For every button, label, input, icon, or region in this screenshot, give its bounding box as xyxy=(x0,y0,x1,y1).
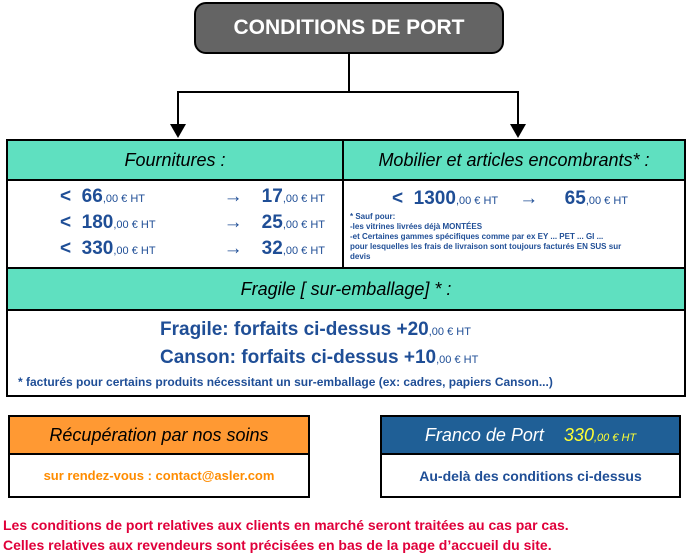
recuperation-body xyxy=(8,455,310,498)
mobilier-notes xyxy=(350,212,680,262)
shipping-cost-value: 17 xyxy=(261,186,283,207)
shipping-cost-value: 32 xyxy=(261,238,283,259)
shipping-cost-decimals: ,00 € HT xyxy=(282,219,325,231)
fournitures-price-row xyxy=(60,186,325,208)
franco-body xyxy=(380,455,681,498)
mobilier-prices xyxy=(344,181,684,269)
threshold-decimals: ,00 € HT xyxy=(455,195,499,207)
arrow-down-right-icon xyxy=(510,124,526,140)
franco-amount-decimals: ,00 € HT xyxy=(593,431,637,444)
less-than-sign: < xyxy=(60,186,72,207)
shipping-cost-decimals: ,00 € HT xyxy=(585,195,628,207)
connector-horizontal xyxy=(177,91,519,93)
fragile-note: * facturés pour certains produits nécessitant un sur-emballage (ex: cadres, papiers Canson...) xyxy=(18,375,553,389)
page-title: CONDITIONS DE PORT xyxy=(194,2,504,54)
threshold-value: 1300 xyxy=(413,188,456,209)
fragile-header-label: Fragile [ sur-emballage] * : xyxy=(240,278,452,299)
shipping-cost-value: 25 xyxy=(261,212,283,233)
shipping-cost-value: 65 xyxy=(564,188,586,209)
arrow-right-icon: → xyxy=(223,238,243,259)
shipping-cost-decimals: ,00 € HT xyxy=(282,193,325,205)
threshold-value: 330 xyxy=(81,238,114,259)
mobilier-price-row xyxy=(392,188,628,210)
fournitures-prices xyxy=(8,181,344,269)
footer-line-2: Celles relatives aux revendeurs sont précisées en bas de la page d’accueil du site. xyxy=(3,537,552,553)
fournitures-header xyxy=(8,141,344,181)
fragile-line xyxy=(160,319,471,341)
threshold-value: 180 xyxy=(81,212,114,233)
franco-amount xyxy=(564,425,636,446)
franco-header xyxy=(380,415,681,455)
fournitures-price-row xyxy=(60,212,325,234)
note-line: -les vitrines livrées déjà MONTÉES xyxy=(350,222,483,231)
conditions-table xyxy=(6,139,686,397)
canson-line-text: Canson: forfaits ci-dessus +10 xyxy=(160,347,437,368)
threshold-decimals: ,00 € HT xyxy=(113,219,156,231)
footer-line-1: Les conditions de port relatives aux clients en marché seront traitées au cas par cas. xyxy=(3,517,569,533)
recuperation-header-label: Récupération par nos soins xyxy=(49,424,269,445)
connector-left-drop xyxy=(177,91,179,127)
note-line: devis xyxy=(350,252,371,261)
mobilier-header xyxy=(344,141,684,181)
fragile-line-decimals: ,00 € HT xyxy=(428,326,471,338)
franco-label: Franco de Port xyxy=(424,424,544,445)
note-line: -et Certaines gammes spécifiques comme par ex EY ... PET ... GI ... xyxy=(350,232,604,241)
arrow-down-left-icon xyxy=(170,124,186,140)
canson-line-decimals: ,00 € HT xyxy=(436,354,479,366)
shipping-cost-decimals: ,00 € HT xyxy=(282,245,325,257)
franco-amount-value: 330 xyxy=(563,424,594,445)
fragile-line-text: Fragile: forfaits ci-dessus +20 xyxy=(160,319,429,340)
fournitures-price-row xyxy=(60,238,325,260)
less-than-sign: < xyxy=(60,238,72,259)
threshold-decimals: ,00 € HT xyxy=(113,245,156,257)
note-line: pour lesquelles les frais de livraison sont toujours facturés EN SUS sur xyxy=(350,242,622,251)
franco-body-text: Au-delà des conditions ci-dessus xyxy=(419,467,642,484)
mobilier-header-label: Mobilier et articles encombrants* : xyxy=(378,149,650,170)
recuperation-contact[interactable]: sur rendez-vous : contact@asler.com xyxy=(43,468,275,483)
less-than-sign: < xyxy=(392,188,404,209)
connector-right-drop xyxy=(517,91,519,127)
connector-vertical xyxy=(348,54,350,92)
arrow-right-icon: → xyxy=(223,212,243,233)
arrow-right-icon: → xyxy=(223,186,243,207)
note-line: * Sauf pour: xyxy=(350,212,396,221)
arrow-right-icon: → xyxy=(519,188,539,209)
canson-line xyxy=(160,347,478,369)
fournitures-header-label: Fournitures : xyxy=(124,149,226,170)
threshold-decimals: ,00 € HT xyxy=(102,193,145,205)
less-than-sign: < xyxy=(60,212,72,233)
fragile-body xyxy=(8,311,684,395)
threshold-value: 66 xyxy=(81,186,103,207)
fragile-header xyxy=(8,269,684,311)
recuperation-header xyxy=(8,415,310,455)
